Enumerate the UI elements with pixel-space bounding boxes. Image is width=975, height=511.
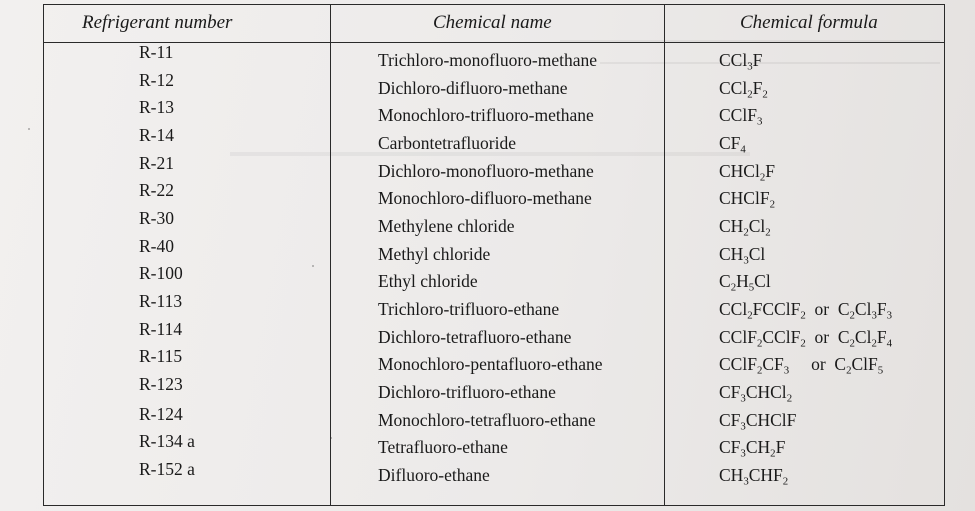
chemical-name-cell: Tetrafluoro-ethane — [378, 437, 508, 457]
formula-text: CClF — [719, 105, 757, 125]
chemical-name-cell: Monochloro-difluoro-methane — [378, 188, 592, 208]
refrigerant-number-cell: R-40 — [139, 236, 174, 256]
formula-subscript: 3 — [740, 392, 746, 405]
formula-subscript: 3 — [740, 420, 746, 433]
formula-text: CF — [719, 410, 741, 430]
refrigerant-number-cell: R-12 — [139, 70, 174, 90]
refrigerant-number-cell: R-22 — [139, 180, 174, 200]
table-row — [44, 153, 944, 186]
formula-subscript: 2 — [782, 475, 789, 488]
formula-subscript: 2 — [770, 447, 776, 460]
table-row — [44, 208, 944, 241]
chemical-formula-cell — [719, 351, 883, 379]
chemical-name-cell: Dichloro-difluoro-methane — [378, 78, 568, 98]
chemical-formula-cell — [719, 102, 762, 130]
formula-text: ClF — [851, 354, 878, 374]
formula-subscript: 3 — [886, 309, 893, 322]
formula-subscript: 2 — [846, 364, 852, 377]
formula-subscript: 2 — [747, 88, 753, 101]
formula-subscript: 2 — [786, 392, 793, 405]
formula-subscript: 5 — [877, 364, 884, 377]
formula-text: F — [876, 327, 887, 347]
chemical-formula-cell — [719, 47, 762, 75]
chemical-formula-cell — [719, 268, 771, 296]
formula-subscript: 2 — [800, 337, 806, 350]
formula-text: CCl — [719, 78, 748, 98]
formula-text: F — [775, 437, 786, 457]
formula-text: F — [752, 50, 763, 70]
chemical-name-cell: Dichloro-trifluoro-ethane — [378, 382, 556, 402]
formula-subscript: 3 — [740, 447, 746, 460]
refrigerant-number-cell: R-115 — [139, 346, 183, 366]
formula-subscript: 3 — [747, 60, 753, 73]
formula-text: CF — [719, 382, 741, 402]
speck — [28, 128, 30, 130]
chemical-formula-cell — [719, 185, 775, 213]
refrigerant-number-cell: R-30 — [139, 208, 174, 228]
formula-text: CF — [719, 437, 741, 457]
formula-text: C — [719, 271, 731, 291]
chemical-formula-cell — [719, 130, 746, 158]
table-row — [44, 459, 944, 490]
header-refrigerant-number: Refrigerant number — [82, 12, 233, 33]
formula-text: CF — [719, 133, 741, 153]
table-row — [44, 42, 944, 75]
chemical-name-cell: Difluoro-ethane — [378, 465, 490, 485]
formula-subscript: 3 — [743, 254, 749, 267]
formula-subscript: 3 — [871, 309, 877, 322]
formula-text: CHCl — [719, 161, 760, 181]
formula-subscript: 2 — [800, 309, 806, 322]
chemical-formula-cell — [719, 462, 788, 490]
chemical-name-cell: Monochloro-pentafluoro-ethane — [378, 354, 603, 374]
formula-text: Cl — [748, 216, 766, 236]
formula-subscript: 2 — [849, 309, 855, 322]
formula-text: CClF — [762, 327, 801, 347]
header-chemical-formula: Chemical formula — [740, 12, 878, 33]
formula-subscript: 2 — [849, 337, 855, 350]
formula-text: Cl — [748, 244, 766, 264]
refrigerant-number-cell: R-11 — [139, 42, 174, 62]
chemical-formula-cell — [719, 434, 785, 462]
formula-text: or C — [805, 299, 850, 319]
refrigerant-number-cell: R-14 — [139, 125, 174, 145]
refrigerant-table — [43, 4, 945, 506]
formula-subscript: 2 — [871, 337, 877, 350]
refrigerant-number-cell: R-13 — [139, 97, 174, 117]
formula-text: CClF — [719, 327, 757, 347]
formula-text: F — [765, 161, 776, 181]
refrigerant-number-cell: R-123 — [139, 374, 183, 394]
formula-subscript: 5 — [748, 281, 755, 294]
chemical-name-cell: Monochloro-trifluoro-methane — [378, 105, 594, 125]
formula-text: CCl — [719, 299, 748, 319]
refrigerant-number-cell: R-152 a — [139, 459, 195, 479]
formula-text: CClF — [719, 354, 757, 374]
chemical-name-cell: Ethyl chloride — [378, 271, 478, 291]
formula-text: CH — [719, 244, 744, 264]
refrigerant-number-cell: R-21 — [139, 153, 174, 173]
refrigerant-number-cell: R-113 — [139, 291, 183, 311]
formula-text: CH — [719, 465, 744, 485]
formula-subscript: 3 — [743, 475, 749, 488]
formula-subscript: 2 — [730, 281, 737, 294]
formula-subscript: 3 — [783, 364, 790, 377]
formula-subscript: 2 — [743, 226, 749, 239]
refrigerant-number-cell: R-124 — [139, 404, 183, 424]
formula-subscript: 2 — [765, 226, 771, 239]
formula-subscript: 2 — [756, 337, 763, 350]
formula-subscript: 4 — [886, 337, 893, 350]
header-chemical-name: Chemical name — [433, 12, 552, 33]
table-row — [44, 180, 944, 213]
formula-subscript: 2 — [756, 364, 763, 377]
chemical-formula-cell — [719, 296, 892, 324]
formula-text: CCl — [719, 50, 748, 70]
formula-text: Cl — [854, 299, 872, 319]
refrigerant-number-cell: R-114 — [139, 319, 183, 339]
chemical-name-cell: Trichloro-trifluoro-ethane — [378, 299, 560, 319]
refrigerant-number-cell: R-134 a — [139, 431, 195, 451]
chemical-formula-cell — [719, 213, 771, 241]
chemical-name-cell: Dichloro-tetrafluoro-ethane — [378, 327, 572, 347]
formula-text: CHF — [748, 465, 783, 485]
chemical-formula-cell — [719, 158, 775, 186]
formula-text: CH — [745, 437, 771, 457]
formula-text: CF — [762, 354, 784, 374]
chemical-formula-cell — [719, 407, 796, 435]
formula-text: or C — [805, 327, 850, 347]
chemical-name-cell: Carbontetrafluoride — [378, 133, 517, 153]
table-row — [44, 97, 944, 130]
chemical-formula-cell — [719, 379, 792, 407]
chemical-name-cell: Dichloro-monofluoro-methane — [378, 161, 594, 181]
refrigerant-number-cell: R-100 — [139, 263, 183, 283]
formula-text: F — [876, 299, 887, 319]
chemical-name-cell: Monochloro-tetrafluoro-ethane — [378, 410, 596, 430]
chemical-formula-cell — [719, 75, 768, 103]
chemical-formula-cell — [719, 324, 892, 352]
chemical-name-cell: Methylene chloride — [378, 216, 515, 236]
formula-subscript: 2 — [762, 88, 768, 101]
formula-text: or C — [789, 354, 847, 374]
formula-text: CHClF — [719, 188, 770, 208]
chemical-name-cell: Trichloro-monofluoro-methane — [378, 50, 598, 70]
formula-subscript: 2 — [747, 309, 753, 322]
formula-subscript: 4 — [740, 143, 746, 156]
formula-text: H — [736, 271, 749, 291]
formula-subscript: 2 — [759, 171, 766, 184]
formula-text: Cl — [754, 271, 771, 291]
formula-subscript: 2 — [769, 198, 775, 211]
formula-text: Cl — [854, 327, 872, 347]
table-row — [44, 70, 944, 103]
formula-text: F — [752, 78, 763, 98]
formula-text: CH — [719, 216, 744, 236]
formula-text: CHCl — [745, 382, 787, 402]
chemical-name-cell: Methyl chloride — [378, 244, 491, 264]
chemical-formula-cell — [719, 241, 765, 269]
table-header — [44, 5, 944, 43]
table-row — [44, 125, 944, 158]
formula-text: FCClF — [752, 299, 801, 319]
formula-subscript: 3 — [756, 115, 763, 128]
formula-text: CHClF — [745, 410, 797, 430]
